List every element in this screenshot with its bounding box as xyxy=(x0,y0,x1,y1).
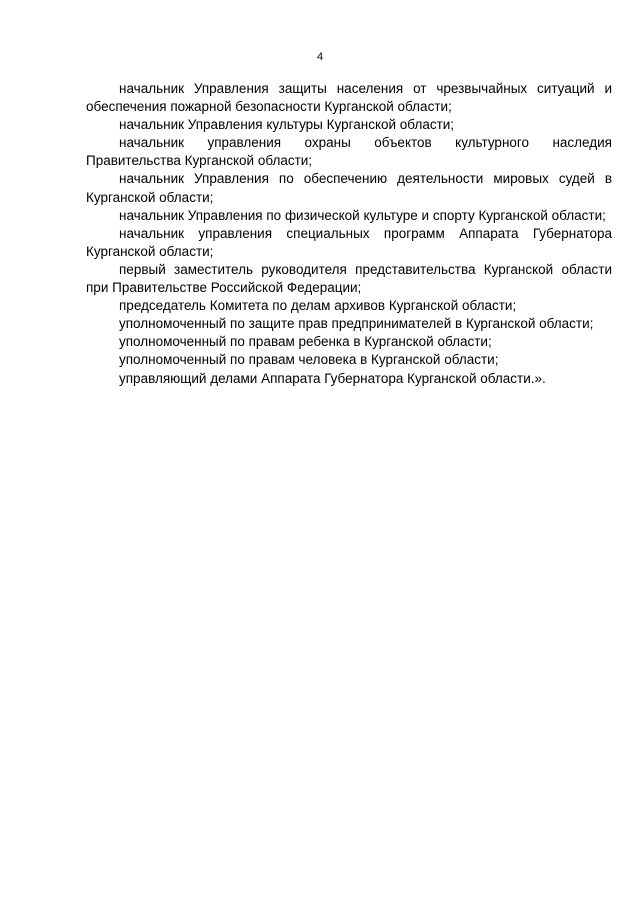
paragraph-2: начальник Управления культуры Курганской области; xyxy=(119,117,455,133)
paragraph-5: начальник Управления по физической культуре и спорту Курганской области; xyxy=(119,207,606,223)
paragraph-8: председатель Комитета по делам архивов Курганской области; xyxy=(119,298,517,314)
page-number: 4 xyxy=(316,51,324,63)
paragraph-9: уполномоченный по защите прав предпринимателей в Курганской области; xyxy=(119,316,594,332)
paragraph-4: начальник Управления по обеспечению деятельности мировых судей в Курганской области; xyxy=(86,171,612,205)
paragraph-1: начальник Управления защиты населения от чрезвычайных ситуаций и обеспечения пожарной безопасности Курганской области; xyxy=(86,81,612,115)
paragraph-7: первый заместитель руководителя представительства Курганской области при Правительстве Российской Федерации; xyxy=(86,261,612,296)
paragraph-3: начальник управления охраны объектов культурного наследия Правительства Курганской области; xyxy=(86,135,612,169)
paragraph-12: управляющий делами Аппарата Губернатора Курганской области.». xyxy=(119,370,546,386)
paragraph-11: уполномоченный по правам человека в Курганской области; xyxy=(119,352,499,368)
paragraph-6: начальник управления специальных программ Аппарата Губернатора Курганской области; xyxy=(86,225,612,259)
document-body xyxy=(86,80,612,388)
paragraph-10: уполномоченный по правам ребенка в Курганской области; xyxy=(119,334,492,350)
